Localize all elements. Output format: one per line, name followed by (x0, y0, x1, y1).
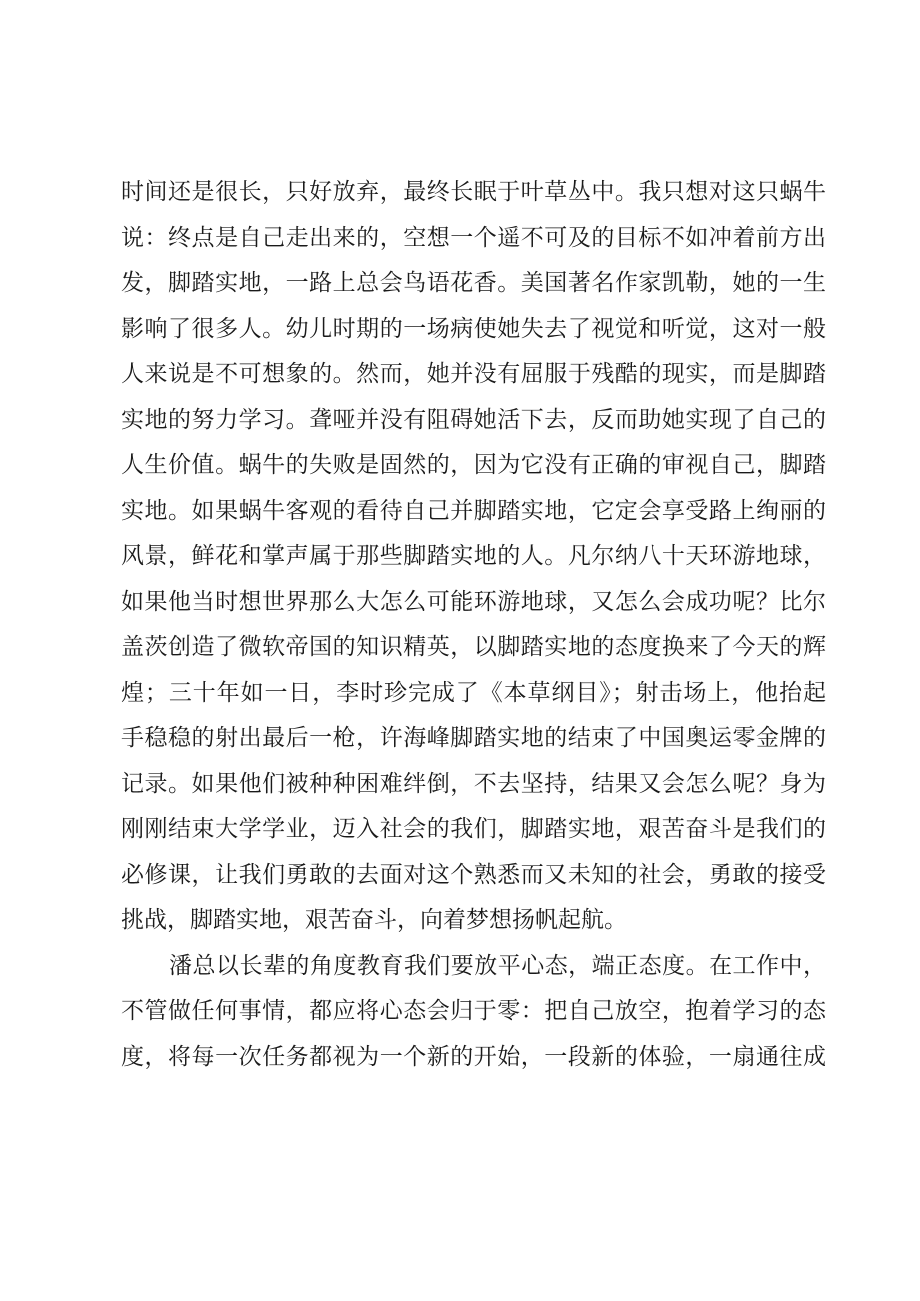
text-line: 刚刚结束大学学业，迈入社会的我们，脚踏实地，艰苦奋斗是我们的 (121, 816, 826, 842)
paragraph-1 (121, 170, 826, 944)
text-line: 如果他当时想世界那么大怎么可能环游地球，又怎么会成功呢？比尔 (121, 588, 826, 615)
text-line: 影响了很多人。幼儿时期的一场病使她失去了视觉和听觉，这对一般 (121, 315, 826, 342)
text-line: 说：终点是自己走出来的，空想一个遥不可及的目标不如冲着前方出 (121, 224, 826, 251)
text-line: 实地。如果蜗牛客观的看待自己并脚踏实地，它定会享受路上绚丽的 (121, 497, 826, 524)
text-line: 盖茨创造了微软帝国的知识精英，以脚踏实地的态度换来了今天的辉 (121, 634, 826, 660)
text-line: 手稳稳的射出最后一枪，许海峰脚踏实地的结束了中国奥运零金牌的 (121, 725, 826, 751)
text-line: 挑战，脚踏实地，艰苦奋斗，向着梦想扬帆起航。 (121, 907, 627, 933)
text-line: 记录。如果他们被种种困难绊倒，不去坚持，结果又会怎么呢？身为 (121, 770, 826, 797)
text-line: 风景，鲜花和掌声属于那些脚踏实地的人。凡尔纳八十天环游地球， (121, 543, 826, 569)
document-body (121, 170, 826, 1080)
text-line: 煌；三十年如一日，李时珍完成了《本草纲目》；射击场上，他抬起 (121, 679, 826, 706)
text-line: 发，脚踏实地，一路上总会鸟语花香。美国著名作家凯勒，她的一生 (121, 270, 826, 296)
text-line: 度，将每一次任务都视为一个新的开始，一段新的体验，一扇通往成 (121, 1043, 826, 1070)
paragraph-2 (121, 944, 826, 1081)
text-line: 人来说是不可想象的。然而，她并没有屈服于残酷的现实，而是脚踏 (121, 361, 826, 387)
text-line: 潘总以长辈的角度教育我们要放平心态，端正态度。在工作中， (169, 952, 826, 979)
text-line: 实地的努力学习。聋哑并没有阻碍她活下去，反而助她实现了自己的 (121, 406, 826, 433)
text-line: 时间还是很长，只好放弃，最终长眠于叶草丛中。我只想对这只蜗牛 (121, 179, 826, 205)
text-line: 人生价值。蜗牛的失败是固然的，因为它没有正确的审视自己，脚踏 (121, 452, 826, 478)
text-line: 必修课，让我们勇敢的去面对这个熟悉而又未知的社会，勇敢的接受 (121, 861, 826, 888)
text-line: 不管做任何事情，都应将心态会归于零：把自己放空，抱着学习的态 (121, 998, 826, 1024)
